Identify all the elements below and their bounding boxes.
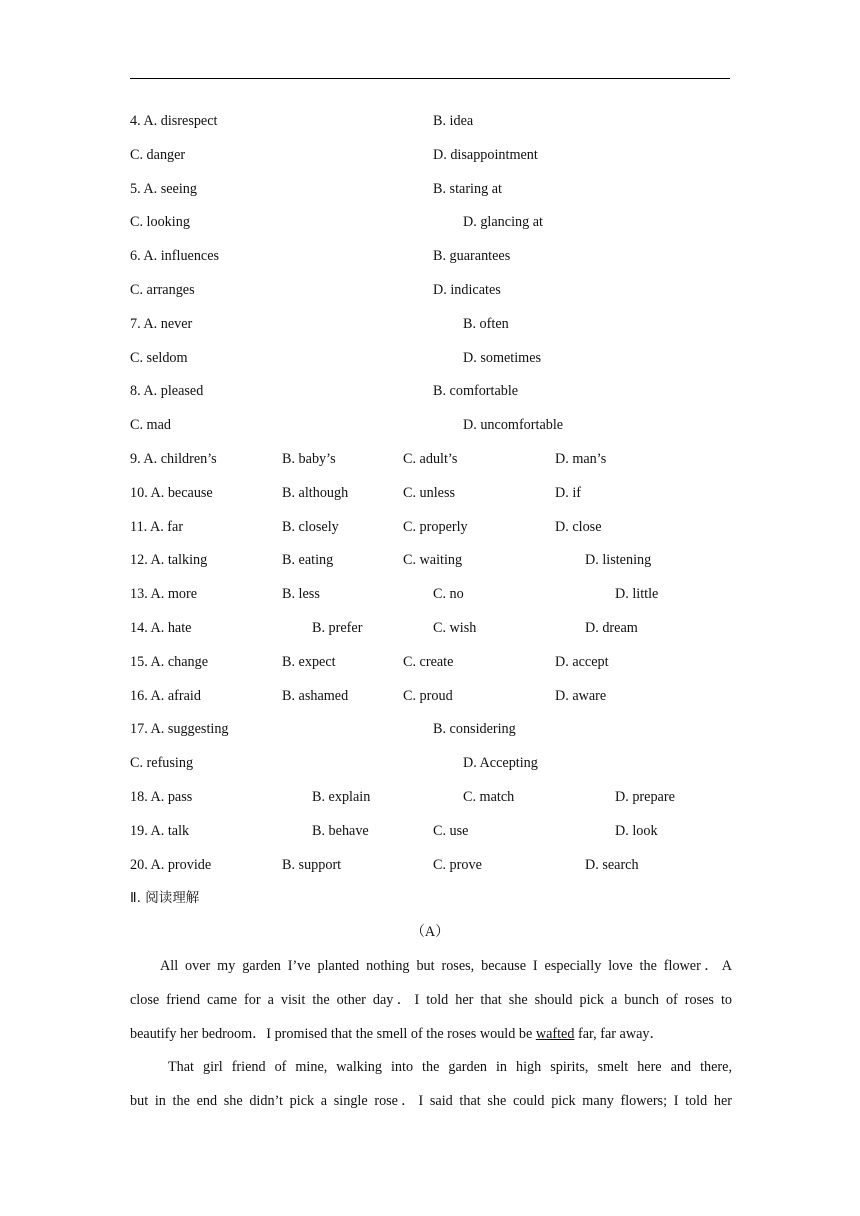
answer-option: C. refusing	[130, 755, 194, 772]
answer-option: D. close	[555, 518, 602, 535]
passage-paragraph-1	[130, 949, 732, 1051]
passage-line	[130, 1017, 732, 1051]
section-heading: Ⅱ. 阅读理解	[130, 890, 200, 906]
answer-option: B. behave	[312, 822, 369, 839]
answer-option: D. disappointment	[433, 146, 538, 163]
answer-option: B. ashamed	[282, 687, 349, 704]
answer-option: 8. A. pleased	[130, 383, 204, 400]
answer-option: 18. A. pass	[130, 789, 193, 805]
answer-option: B. expect	[282, 653, 336, 670]
answer-option: B. often	[463, 315, 509, 332]
answer-option: D. aware	[555, 687, 607, 704]
answer-option: C. match	[463, 789, 515, 805]
question-12-row	[0, 550, 860, 570]
question-15-row	[0, 652, 860, 672]
answer-option: B. staring at	[433, 180, 502, 197]
answer-option: D. uncomfortable	[463, 417, 564, 434]
question-16-row	[0, 686, 860, 706]
answer-option: C. adult’s	[403, 451, 458, 467]
answer-option: B. eating	[282, 552, 334, 569]
answer-option: D. dream	[585, 620, 638, 636]
answer-option: C. no	[433, 586, 464, 603]
answer-option: C. create	[403, 653, 454, 670]
question-17-row	[0, 753, 860, 773]
answer-option: D. little	[615, 586, 659, 603]
question-6-row	[0, 246, 860, 266]
answer-option: B. less	[282, 586, 320, 603]
answer-option: D. accept	[555, 653, 609, 670]
question-4-row	[0, 145, 860, 165]
answer-option: D. if	[555, 484, 582, 501]
answer-option: D. look	[615, 822, 658, 839]
answer-option: D. search	[585, 856, 639, 873]
answer-option: B. closely	[282, 518, 339, 535]
question-4-row	[0, 111, 860, 131]
answer-option: C. prove	[433, 856, 482, 873]
answer-option: 7. A. never	[130, 315, 193, 332]
answer-option: 12. A. talking	[130, 552, 208, 569]
answer-option: C. mad	[130, 417, 171, 434]
question-10-row	[0, 483, 860, 503]
answer-option: C. danger	[130, 146, 186, 163]
answer-option: B. prefer	[312, 620, 363, 636]
answer-option: C. wish	[433, 620, 477, 636]
answer-option: 14. A. hate	[130, 620, 192, 636]
answer-option: C. seldom	[130, 349, 188, 366]
question-13-row	[0, 584, 860, 604]
answer-option: 11. A. far	[130, 518, 184, 535]
answer-option: B. idea	[433, 113, 474, 129]
question-11-row	[0, 517, 860, 537]
answer-option: B. although	[282, 484, 349, 501]
question-17-row	[0, 719, 860, 739]
answer-option: 13. A. more	[130, 586, 197, 603]
answer-option: C. proud	[403, 687, 453, 704]
question-5-row	[0, 212, 860, 232]
answer-option: B. baby’s	[282, 451, 336, 467]
answer-option: D. glancing at	[463, 214, 543, 231]
answer-option: B. guarantees	[433, 248, 511, 265]
question-7-row	[0, 314, 860, 334]
answer-option: D. man’s	[555, 451, 607, 467]
answer-option: 20. A. provide	[130, 856, 212, 873]
answer-option: B. explain	[312, 789, 371, 805]
answer-option: 16. A. afraid	[130, 687, 201, 704]
passage-text: far, far away．	[574, 1026, 664, 1042]
answer-option: 5. A. seeing	[130, 180, 197, 197]
answer-option: 19. A. talk	[130, 822, 190, 839]
answer-option: 10. A. because	[130, 484, 213, 501]
answer-option: B. considering	[433, 721, 516, 738]
passage-label: （A）	[410, 924, 450, 940]
question-5-row	[0, 179, 860, 199]
answer-option: D. sometimes	[463, 349, 542, 366]
question-7-row	[0, 348, 860, 368]
answer-option: C. waiting	[403, 552, 463, 569]
passage-line: All over my garden I’ve planted nothing but roses, because I especially love the flower．A	[160, 958, 732, 974]
answer-option: C. unless	[403, 484, 456, 501]
answer-option: C. looking	[130, 214, 190, 231]
passage-line: That girl friend of mine, walking into the garden in high spirits, smelt here and there,	[168, 1059, 732, 1075]
question-18-row	[0, 787, 860, 807]
passage-line: but in the end she didn’t pick a single rose．I said that she could pick many flowers; I told her	[130, 1093, 732, 1109]
answer-option: C. use	[433, 822, 469, 839]
answer-option: 4. A. disrespect	[130, 113, 218, 129]
passage-paragraph-2	[130, 1050, 732, 1118]
question-8-row	[0, 415, 860, 435]
answer-option: C. properly	[403, 518, 468, 535]
underlined-word: wafted	[535, 1026, 575, 1042]
answer-option: 6. A. influences	[130, 248, 220, 265]
question-8-row	[0, 381, 860, 401]
answer-option: D. listening	[585, 552, 652, 569]
answer-option: D. indicates	[433, 282, 501, 298]
answer-option: B. comfortable	[433, 383, 519, 400]
question-19-row	[0, 821, 860, 841]
answer-option: 9. A. children’s	[130, 451, 217, 467]
question-6-row	[0, 280, 860, 300]
header-rule	[130, 78, 730, 79]
answer-option: D. prepare	[615, 789, 675, 805]
question-14-row	[0, 618, 860, 638]
passage-text: beautify her bedroom．I promised that the smell of the roses would be	[130, 1026, 536, 1042]
passage-line: close friend came for a visit the other day．I told her that she should pick a bunch of roses to	[130, 992, 732, 1008]
answer-option: 15. A. change	[130, 653, 209, 670]
question-9-row	[0, 449, 860, 469]
answer-option: D. Accepting	[463, 755, 538, 772]
answer-option: 17. A. suggesting	[130, 721, 229, 738]
question-20-row	[0, 855, 860, 875]
answer-option: C. arranges	[130, 282, 195, 298]
answer-option: B. support	[282, 856, 342, 873]
